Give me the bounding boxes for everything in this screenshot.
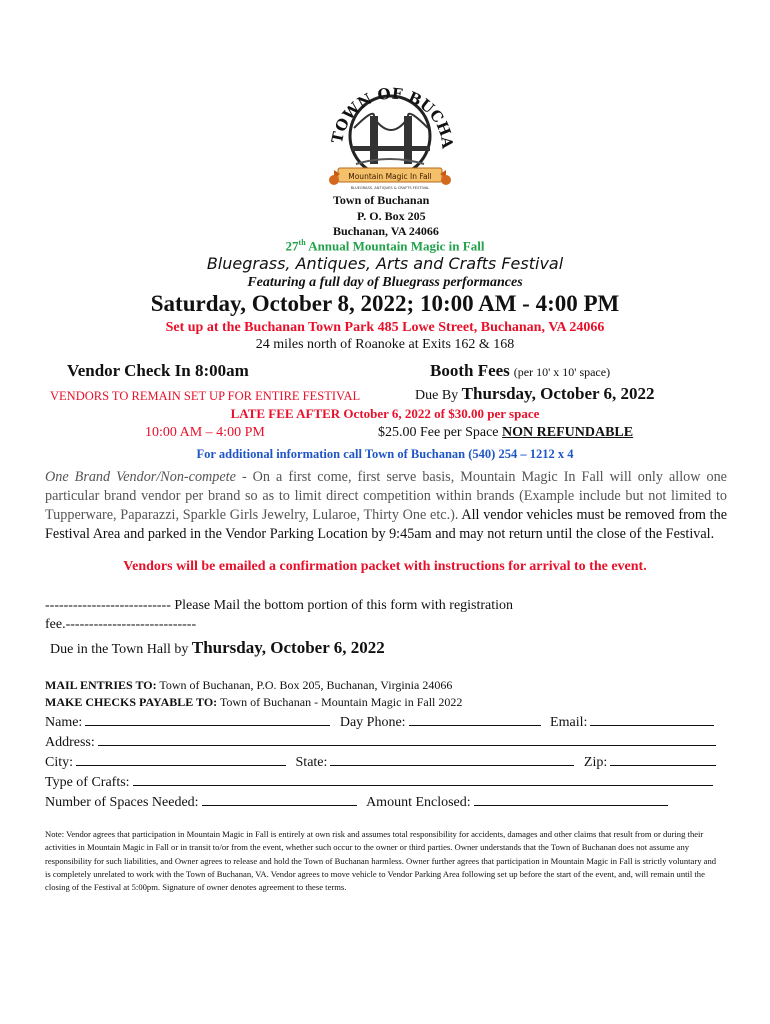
logo-arc-text: TOWN OF BUCHA <box>327 84 457 150</box>
city-row: City: State: Zip: <box>45 752 716 771</box>
event-date-time: Saturday, October 8, 2022; 10:00 AM - 4:00 PM <box>150 291 620 316</box>
vendor-check-in: Vendor Check In 8:00am <box>67 361 249 380</box>
name-field[interactable] <box>85 712 330 726</box>
setup-location: Set up at the Buchanan Town Park 485 Lowe Street, Buchanan, VA 24066 <box>165 320 605 335</box>
fee-per-space: $25.00 Fee per Space NON REFUNDABLE <box>378 425 634 440</box>
mail-entries: MAIL ENTRIES TO: Town of Buchanan, P.O. Box 205, Buchanan, Virginia 24066 <box>45 678 453 692</box>
late-fee: LATE FEE AFTER October 6, 2022 of $30.00 per space <box>230 406 540 421</box>
annual-heading: 27th Annual Mountain Magic in Fall <box>285 238 485 254</box>
address-line-1: Town of Buchanan <box>333 193 430 207</box>
address-row: Address: <box>45 732 716 751</box>
vendor-hours: 10:00 AM – 4:00 PM <box>145 425 265 440</box>
address-line-2: P. O. Box 205 <box>357 209 426 223</box>
zip-field[interactable] <box>610 752 716 766</box>
checks-payable: MAKE CHECKS PAYABLE TO: Town of Buchanan - Mountain Magic in Fall 2022 <box>45 695 463 709</box>
directions: 24 miles north of Roanoke at Exits 162 & 168 <box>255 337 515 352</box>
name-row: Name: Day Phone: Email: <box>45 712 714 731</box>
liability-note: Note: Vendor agrees that participation in Mountain Magic in Fall is entirely at own risk and assumes total responsibility for accidents, damages and other claims that result from or during their activities in Mountain Magic in Fall or in transit to/or from the event, whether such occur to the owner or third parties. Owner understands that the Town of Buchanan does not assume any responsibility for such liabilities, and Owner agrees to release and hold the Town of Buchanan harmless. Owner further agrees that participation in Mountain Magic in Fall is strictly voluntary and is completely unrelated to work with the Town of Buchanan, VA. Vendor agrees to move vehicle to Vendor Parking Area following set up before the start of the event, and, will remain until the closing of the Festival at 5:00pm. Signature of owner denotes agreement to these terms. <box>45 829 717 893</box>
address-line-3: Buchanan, VA 24066 <box>333 224 439 238</box>
spaces-row: Number of Spaces Needed: Amount Enclosed: <box>45 792 668 811</box>
amount-field[interactable] <box>474 792 668 806</box>
due-by: Due By Thursday, October 6, 2022 <box>415 384 655 403</box>
booth-fees: Booth Fees (per 10' x 10' space) <box>430 361 611 380</box>
crafts-row: Type of Crafts: <box>45 772 713 791</box>
day-phone-field[interactable] <box>409 712 541 726</box>
cut-line-continued: fee.---------------------------- <box>45 617 197 632</box>
town-hall-due: Due in the Town Hall by Thursday, October 6, 2022 <box>50 638 385 657</box>
crafts-field[interactable] <box>133 772 713 786</box>
state-field[interactable] <box>330 752 574 766</box>
town-logo <box>320 58 460 198</box>
email-field[interactable] <box>590 712 714 726</box>
cut-line: --------------------------- Please Mail the bottom portion of this form with registration <box>45 598 514 613</box>
spaces-field[interactable] <box>202 792 357 806</box>
non-compete-policy: One Brand Vendor/Non-compete - On a first come, first serve basis, Mountain Magic In Fall will only allow one particular brand vendor per brand so as to limit direct competition within brands (Example include but not limited to Tupperware, Paparazzi, Sparkle Girls Jewelry, Lularoe, Thirty One etc.). All vendor vehicles must be removed from the Festival Area and parked in the Vendor Parking Location by 9:45am and may not return until the close of the Festival. <box>45 469 727 542</box>
remain-notice: VENDORS TO REMAIN SET UP FOR ENTIRE FESTIVAL <box>50 389 361 403</box>
city-field[interactable] <box>76 752 286 766</box>
logo-sub-text: BLUEGRASS, ANTIQUES & CRAFTS FESTIVAL <box>350 186 430 190</box>
confirmation-notice: Vendors will be emailed a confirmation packet with instructions for arrival to the event. <box>123 559 647 574</box>
featuring-line: Featuring a full day of Bluegrass performances <box>247 275 523 290</box>
logo-banner-text: Mountain Magic In Fall <box>348 172 432 181</box>
festival-subtitle: Bluegrass, Antiques, Arts and Crafts Festival <box>206 254 564 273</box>
address-field[interactable] <box>98 732 716 746</box>
info-call: For additional information call Town of Buchanan (540) 254 – 1212 x 4 <box>196 447 574 461</box>
